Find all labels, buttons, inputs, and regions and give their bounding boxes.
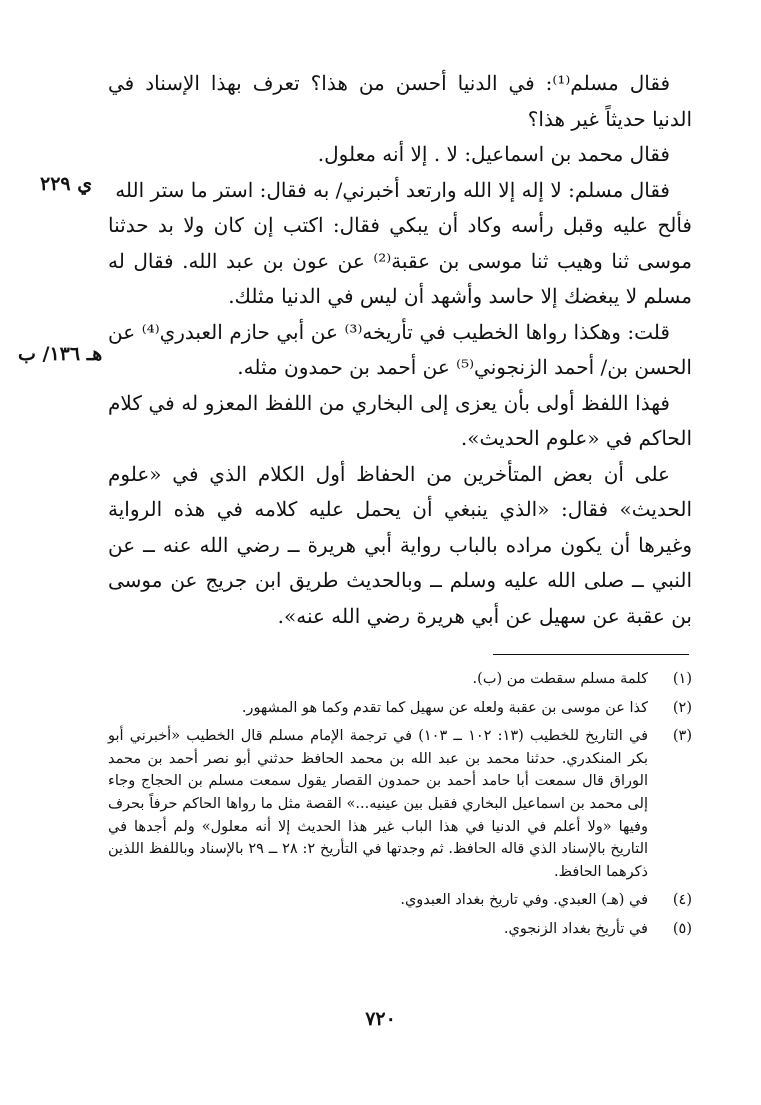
footnote (108, 725, 692, 883)
footnote-text: في (هـ) العبدي. وفي تاريخ بغداد العبدوي. (400, 892, 648, 909)
paragraph: على أن بعض المتأخرين من الحفاظ أول الكلام الذي في «علوم الحديث» فقال: «الذي ينبغي أن يحمل عليه كلامه في هذه الرواية وغيرها أن يكون مراده بالباب رواية أبي هريرة ــ رضي الله عنه ــ عن النبي ــ صلى الله عليه وسلم ــ وبالحديث طريق ابن جريج عن موسى بن عقبة عن سهيل عن أبي هريرة رضي الله عنه». (108, 461, 692, 628)
footnote-number: (١) (672, 671, 692, 687)
footnote-text: كذا عن موسى بن عقبة ولعله عن سهيل كما تقدم وكما هو المشهور. (241, 699, 648, 716)
footnote-text: في التاريخ للخطيب (١٣: ١٠٢ ــ ١٠٣) في ترجمة الإمام مسلم قال الخطيب «أخبرني أبو بكر المنكدري. حدثنا محمد بن عبد الله بن محمد الحافظ حدثني أبو نصر أحمد بن محمد الوراق قال سمعت أبا حامد أحمد بن حمدون القصار يقول سمعت مسلم بن الحجاج وجاء إلى محمد بن اسماعيل البخاري فقبل بين عينيه...» القصة مثل ما رواها الحاكم حرفاً بحرف وفيها «ولا أعلم في الدنيا في هذا الباب غير هذا الحديث إلا أنه معلول» ولم أجدها في التاريخ بالإسناد الذي قاله الحافظ. ثم وجدتها في التأريخ ٢: ٢٨ ــ ٢٩ بالإسناد وباللفظ اللذين ذكرهما الحافظ. (108, 728, 649, 880)
paragraph: فألح عليه وقبل رأسه وكاد أن يبكي فقال: اكتب إن كان ولا بد حدثنا موسى ثنا وهيب ثنا موسى بن عقبة⁽²⁾ عن عون بن عبد الله. فقال له مسلم لا يبغضك إلا حاسد وأشهد أن ليس في الدنيا مثلك. (108, 213, 692, 308)
footnotes (108, 668, 692, 947)
footnote-text: في تأريخ بغداد الزنجوي. (503, 920, 648, 937)
footnote-divider (493, 654, 689, 655)
footnote (108, 918, 692, 941)
footnote-number: (٥) (672, 920, 692, 937)
page-number: ٧٢٠ (365, 1008, 396, 1030)
paragraph: فهذا اللفظ أولى بأن يعزى إلى البخاري من اللفظ المعزو له في كلام الحاكم في «علوم الحديث». (108, 390, 692, 450)
manuscript-margin-note: هـ ١٣٦/ ب (18, 343, 103, 365)
footnote-number: (٢) (672, 699, 692, 716)
footnote (108, 697, 692, 720)
main-text (108, 66, 692, 634)
paragraph: فقال مسلم⁽¹⁾: في الدنيا أحسن من هذا؟ تعرف بهذا الإسناد في الدنيا حديثاً غير هذا؟ (108, 71, 692, 131)
footnote-number: (٣) (672, 728, 692, 745)
footnote-text: كلمة مسلم سقطت من (ب). (472, 671, 648, 687)
footnote (108, 889, 692, 912)
footnote-number: (٤) (672, 892, 692, 909)
paragraph: فقال محمد بن اسماعيل: لا . إلا أنه معلول. (317, 142, 670, 166)
manuscript-margin-note: ي ٢٢٩ (40, 173, 93, 195)
paragraph: فقال مسلم: لا إله إلا الله وارتعد أخبرني/ به فقال: استر ما ستر الله (115, 177, 670, 202)
paragraph: قلت: وهكذا رواها الخطيب في تأريخه⁽³⁾ عن أبي حازم العبدري⁽⁴⁾ عن الحسن بن/ أحمد الزنجوني⁽⁵⁾ عن أحمد بن حمدون مثله. (108, 319, 692, 379)
footnote (108, 668, 692, 691)
